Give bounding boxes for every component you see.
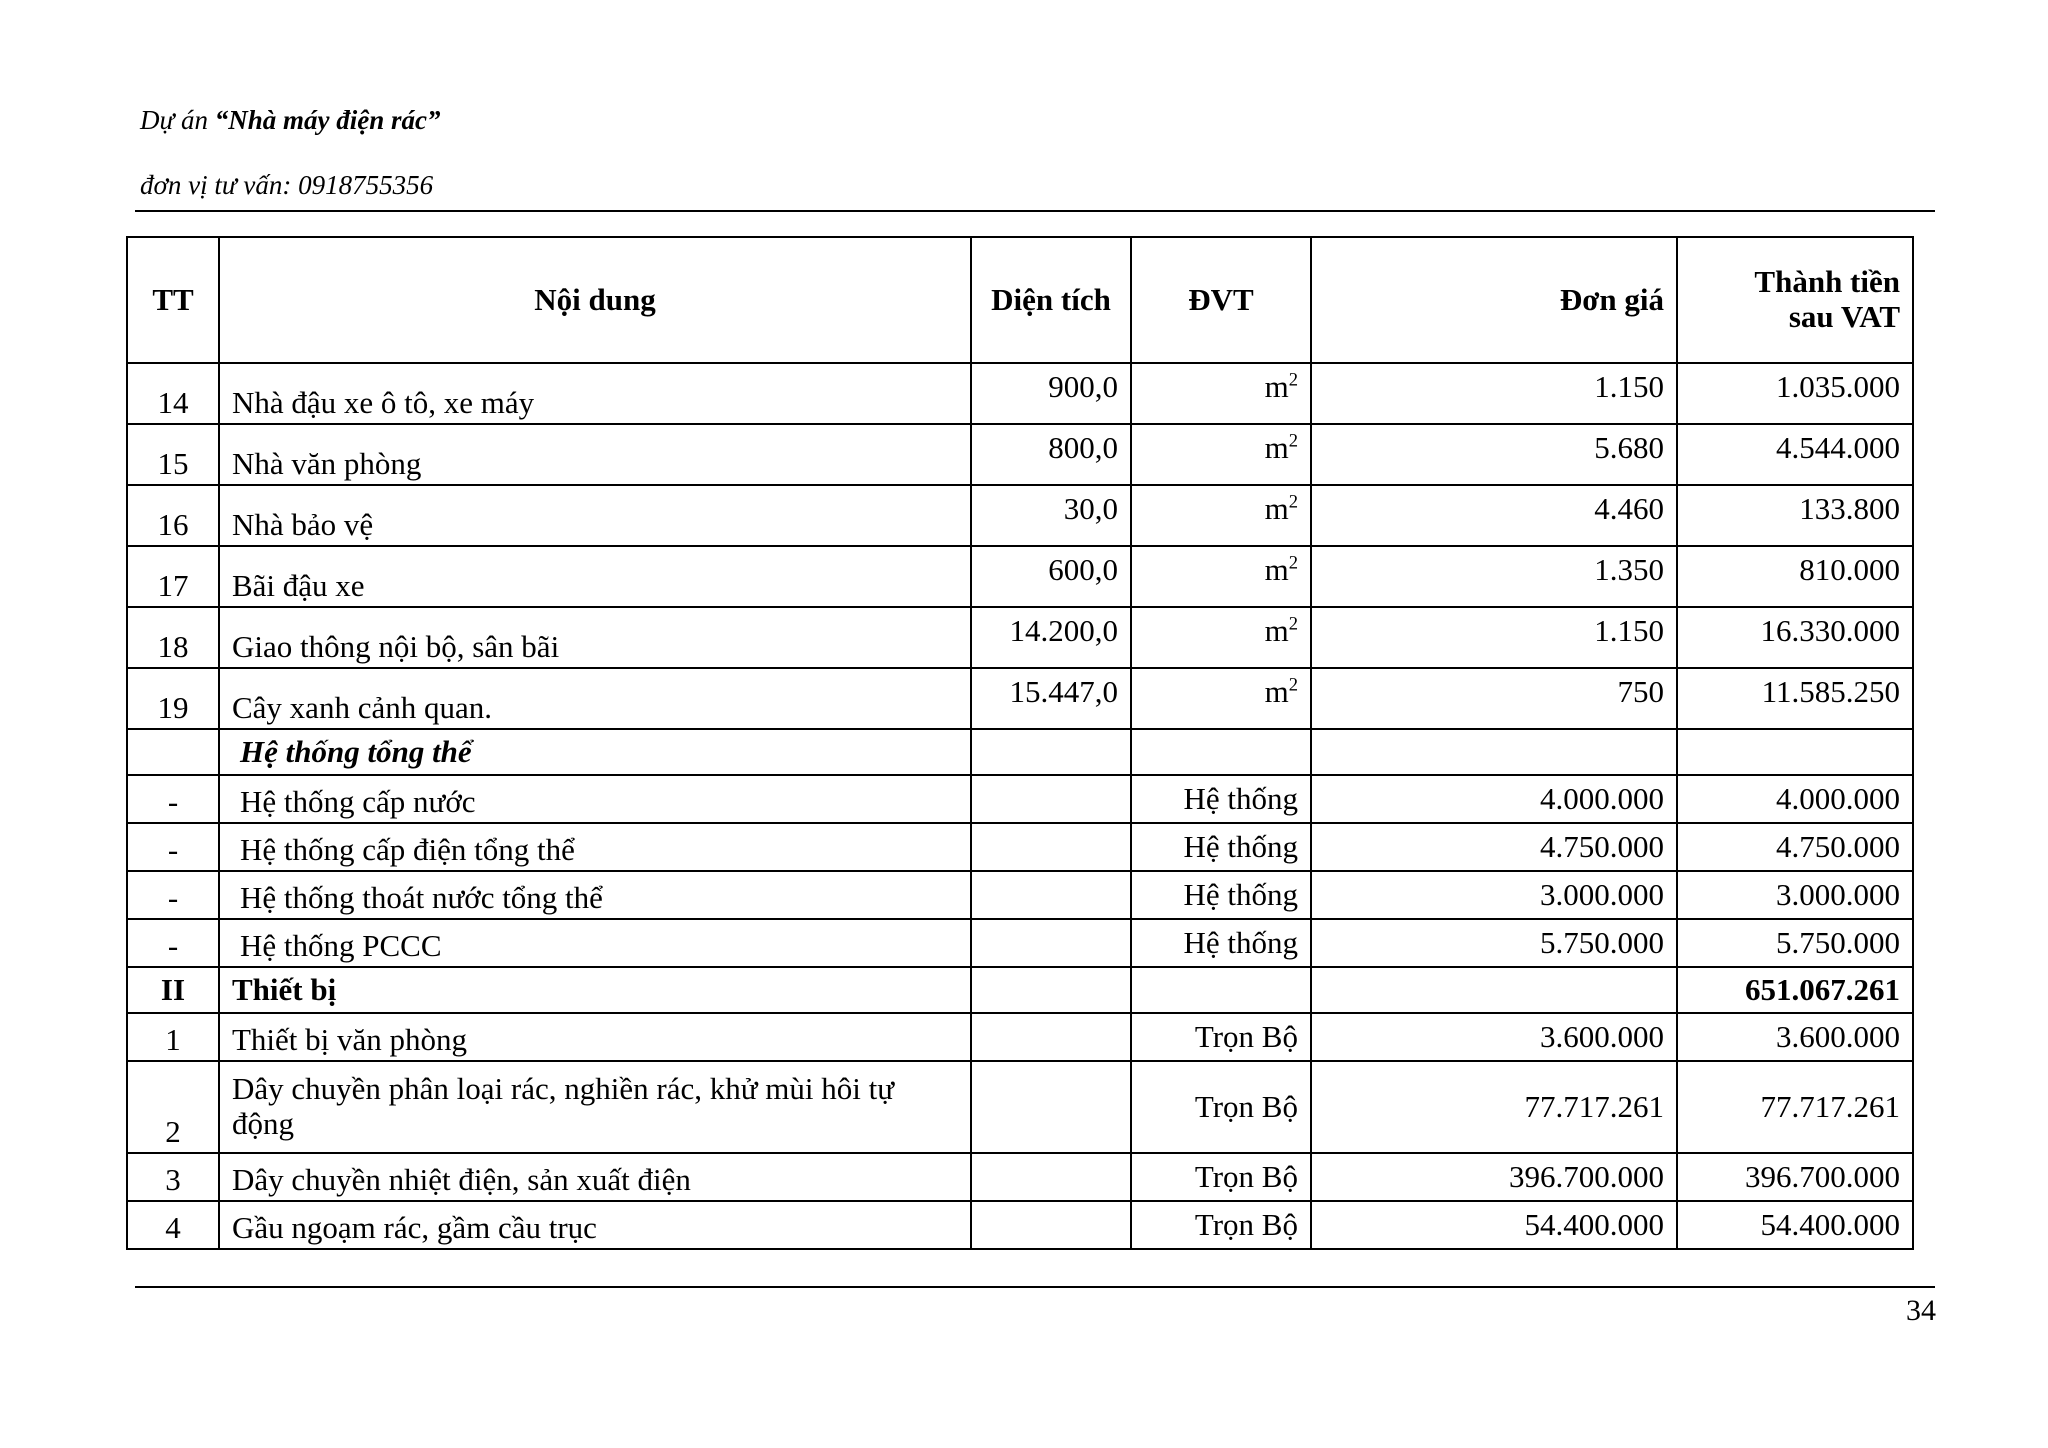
header-project-name: “Nhà máy điện rác” (214, 105, 441, 135)
cell-tt: - (127, 871, 219, 919)
section-row (127, 729, 1913, 775)
table-row (127, 1061, 1913, 1153)
section-row (127, 967, 1913, 1013)
cell-thanh-tien: 3.600.000 (1677, 1013, 1913, 1061)
cell-dvt (1131, 607, 1311, 668)
cell-dvt (1131, 485, 1311, 546)
cell-don-gia: 1.150 (1311, 363, 1677, 424)
cell-noi-dung: Nhà đậu xe ô tô, xe máy (219, 363, 971, 424)
section-title: Hệ thống tổng thể (219, 729, 971, 775)
footer-rule (135, 1286, 1935, 1288)
cell-dvt (1131, 967, 1311, 1013)
cell-thanh-tien: 4.000.000 (1677, 775, 1913, 823)
cell-noi-dung: Thiết bị văn phòng (219, 1013, 971, 1061)
dvt-unit: m (1264, 552, 1289, 587)
cell-tt: 3 (127, 1153, 219, 1201)
section-total: 651.067.261 (1677, 967, 1913, 1013)
cell-dien-tich (971, 967, 1131, 1013)
table-row (127, 363, 1913, 424)
col-thanh-tien-header (1677, 237, 1913, 363)
cell-dvt (1131, 546, 1311, 607)
cell-dien-tich (971, 871, 1131, 919)
cell-thanh-tien: 396.700.000 (1677, 1153, 1913, 1201)
cell-noi-dung: Dây chuyền phân loại rác, nghiền rác, khử mùi hôi tự động (219, 1061, 971, 1153)
cell-dien-tich (971, 1153, 1131, 1201)
cell-don-gia: 5.680 (1311, 424, 1677, 485)
dvt-unit: m (1264, 491, 1289, 526)
cell-dien-tich (971, 1201, 1131, 1249)
cell-don-gia: 5.750.000 (1311, 919, 1677, 967)
cell-dvt (1131, 729, 1311, 775)
cell-dien-tich: 900,0 (971, 363, 1131, 424)
cell-thanh-tien: 5.750.000 (1677, 919, 1913, 967)
dvt-exponent: 2 (1288, 674, 1298, 696)
cell-dien-tich: 14.200,0 (971, 607, 1131, 668)
cell-dien-tich (971, 1061, 1131, 1153)
cell-dvt: Trọn Bộ (1131, 1153, 1311, 1201)
cell-thanh-tien: 11.585.250 (1677, 668, 1913, 729)
cell-noi-dung: Gầu ngoạm rác, gầm cầu trục (219, 1201, 971, 1249)
cell-tt: 14 (127, 363, 219, 424)
cell-dien-tich: 800,0 (971, 424, 1131, 485)
cell-dvt (1131, 668, 1311, 729)
cell-thanh-tien: 4.544.000 (1677, 424, 1913, 485)
cell-dvt (1131, 424, 1311, 485)
dvt-exponent: 2 (1288, 613, 1298, 635)
cell-dien-tich: 30,0 (971, 485, 1131, 546)
cell-thanh-tien: 133.800 (1677, 485, 1913, 546)
cost-table (126, 236, 1914, 1250)
cell-tt: 1 (127, 1013, 219, 1061)
section-title: Thiết bị (219, 967, 971, 1013)
cell-thanh-tien: 77.717.261 (1677, 1061, 1913, 1153)
table-row (127, 607, 1913, 668)
table-row (127, 871, 1913, 919)
cell-dvt: Hệ thống (1131, 871, 1311, 919)
cell-noi-dung: Dây chuyền nhiệt điện, sản xuất điện (219, 1153, 971, 1201)
cell-dien-tich (971, 823, 1131, 871)
cell-don-gia: 4.750.000 (1311, 823, 1677, 871)
cell-don-gia (1311, 967, 1677, 1013)
table-body (127, 363, 1913, 1249)
dvt-unit: m (1264, 613, 1289, 648)
cell-don-gia: 1.350 (1311, 546, 1677, 607)
table-row (127, 1201, 1913, 1249)
cell-dvt: Trọn Bộ (1131, 1201, 1311, 1249)
cell-dien-tich (971, 775, 1131, 823)
cell-dvt: Hệ thống (1131, 775, 1311, 823)
cell-thanh-tien: 3.000.000 (1677, 871, 1913, 919)
cell-tt: 15 (127, 424, 219, 485)
cell-noi-dung: Nhà văn phòng (219, 424, 971, 485)
table-row (127, 823, 1913, 871)
cell-tt: 17 (127, 546, 219, 607)
cell-noi-dung: Cây xanh cảnh quan. (219, 668, 971, 729)
cell-thanh-tien: 4.750.000 (1677, 823, 1913, 871)
col-dien-tich-header: Diện tích (971, 237, 1131, 363)
page-number: 34 (1906, 1294, 1936, 1327)
cell-tt: 4 (127, 1201, 219, 1249)
cell-dvt: Trọn Bộ (1131, 1061, 1311, 1153)
cell-tt: 19 (127, 668, 219, 729)
dvt-exponent: 2 (1288, 491, 1298, 513)
cell-dvt: Hệ thống (1131, 919, 1311, 967)
cell-don-gia: 396.700.000 (1311, 1153, 1677, 1201)
cell-tt: 18 (127, 607, 219, 668)
cell-tt: - (127, 919, 219, 967)
header-project-prefix: Dự án (140, 105, 215, 135)
cell-noi-dung: Hệ thống cấp nước (219, 775, 971, 823)
cell-thanh-tien: 54.400.000 (1677, 1201, 1913, 1249)
cell-dien-tich: 600,0 (971, 546, 1131, 607)
table-header-row (127, 237, 1913, 363)
table-row (127, 1153, 1913, 1201)
table-row (127, 919, 1913, 967)
cell-tt (127, 729, 219, 775)
dvt-unit: m (1264, 674, 1289, 709)
header-project (140, 105, 440, 136)
table-row (127, 668, 1913, 729)
cell-noi-dung: Giao thông nội bộ, sân bãi (219, 607, 971, 668)
cell-tt: 2 (127, 1061, 219, 1153)
cell-tt: - (127, 775, 219, 823)
dvt-exponent: 2 (1288, 552, 1298, 574)
dvt-unit: m (1264, 430, 1289, 465)
header-consultant: đơn vị tư vấn: 0918755356 (140, 170, 434, 200)
cell-noi-dung: Nhà bảo vệ (219, 485, 971, 546)
col-tt-header: TT (127, 237, 219, 363)
cell-dien-tich: 15.447,0 (971, 668, 1131, 729)
cell-don-gia: 4.000.000 (1311, 775, 1677, 823)
cell-don-gia: 3.600.000 (1311, 1013, 1677, 1061)
col-don-gia-header: Đơn giá (1311, 237, 1677, 363)
cell-don-gia: 54.400.000 (1311, 1201, 1677, 1249)
dvt-unit: m (1264, 369, 1289, 404)
table-row (127, 1013, 1913, 1061)
cell-don-gia: 77.717.261 (1311, 1061, 1677, 1153)
table-row (127, 775, 1913, 823)
cell-dien-tich (971, 1013, 1131, 1061)
cell-tt: 16 (127, 485, 219, 546)
col-noi-dung-header: Nội dung (219, 237, 971, 363)
cell-thanh-tien (1677, 729, 1913, 775)
cell-noi-dung: Hệ thống PCCC (219, 919, 971, 967)
cell-don-gia (1311, 729, 1677, 775)
cell-dvt: Hệ thống (1131, 823, 1311, 871)
col-thanh-tien-line1: Thành tiền (1754, 264, 1900, 300)
cell-tt: - (127, 823, 219, 871)
cell-don-gia: 4.460 (1311, 485, 1677, 546)
cell-noi-dung: Hệ thống cấp điện tổng thể (219, 823, 971, 871)
cell-thanh-tien: 1.035.000 (1677, 363, 1913, 424)
cell-thanh-tien: 810.000 (1677, 546, 1913, 607)
table-row (127, 485, 1913, 546)
cell-don-gia: 1.150 (1311, 607, 1677, 668)
cell-dvt (1131, 363, 1311, 424)
cell-don-gia: 750 (1311, 668, 1677, 729)
dvt-exponent: 2 (1288, 430, 1298, 452)
dvt-exponent: 2 (1288, 369, 1298, 391)
table-row (127, 424, 1913, 485)
cell-thanh-tien: 16.330.000 (1677, 607, 1913, 668)
col-thanh-tien-line2: sau VAT (1788, 299, 1900, 334)
header-rule (135, 210, 1935, 212)
col-dvt-header: ĐVT (1131, 237, 1311, 363)
cell-dien-tich (971, 729, 1131, 775)
cell-noi-dung: Bãi đậu xe (219, 546, 971, 607)
cell-dien-tich (971, 919, 1131, 967)
cell-tt: II (127, 967, 219, 1013)
table-row (127, 546, 1913, 607)
cell-dvt: Trọn Bộ (1131, 1013, 1311, 1061)
cell-don-gia: 3.000.000 (1311, 871, 1677, 919)
cell-noi-dung: Hệ thống thoát nước tổng thể (219, 871, 971, 919)
